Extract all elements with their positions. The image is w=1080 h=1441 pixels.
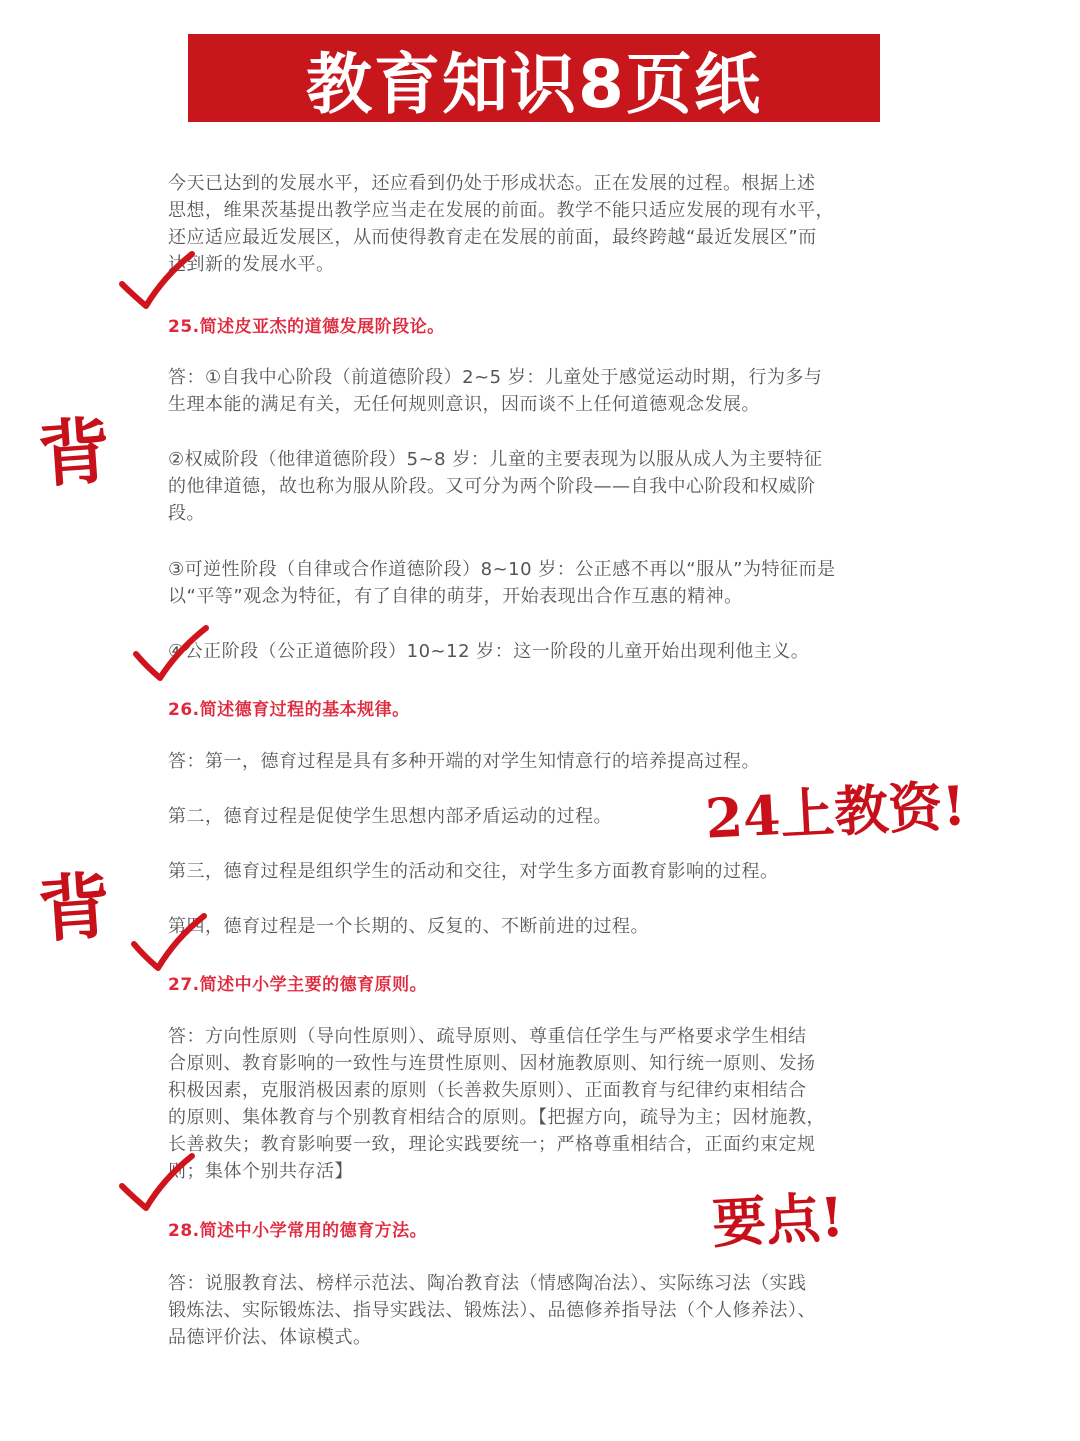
checkmark-icon xyxy=(130,624,210,686)
question-28-heading: 28.简述中小学常用的德育方法。 xyxy=(168,1221,428,1241)
q26-law-2: 第二，德育过程是促使学生思想内部矛盾运动的过程。 xyxy=(168,806,612,827)
text-line: 达到新的发展水平。 xyxy=(168,254,335,275)
memorize-note-1: 背 xyxy=(35,407,114,498)
text-line: 的原则、集体教育与个别教育相结合的原则。【把握方向，疏导为主；因材施教， xyxy=(168,1107,825,1128)
q26-law-4: 第四，德育过程是一个长期的、反复的、不断前进的过程。 xyxy=(168,916,649,937)
key-point-note: 要点! xyxy=(710,1184,846,1256)
question-27-heading: 27.简述中小学主要的德育原则。 xyxy=(168,975,428,995)
page-title: 教育知识8页纸 xyxy=(306,45,762,123)
checkmark-icon xyxy=(116,250,196,312)
q25-answer-stage-3 xyxy=(168,556,908,610)
text-line: 还应适应最近发展区，从而使得教育走在发展的前面，最终跨越“最近发展区”而 xyxy=(168,227,817,248)
question-25-heading: 25.简述皮亚杰的道德发展阶段论。 xyxy=(168,317,445,337)
text-line: 答：说服教育法、榜样示范法、陶冶教育法（情感陶冶法）、实际练习法（实践 xyxy=(168,1273,807,1294)
text-line: 则；集体个别共存活】 xyxy=(168,1161,353,1182)
text-line: ②权威阶段（他律道德阶段）5~8 岁：儿童的主要表现为以服从成人为主要特征 xyxy=(168,449,823,470)
memorize-note-2: 背 xyxy=(35,862,114,953)
checkmark-icon xyxy=(128,912,208,974)
q25-answer-stage-1 xyxy=(168,364,908,418)
text-line: 合原则、教育影响的一致性与连贯性原则、因材施教原则、知行统一原则、发扬 xyxy=(168,1053,816,1074)
q25-answer-stage-2 xyxy=(168,446,908,527)
text-line: 锻炼法、实际锻炼法、指导实践法、锻炼法）、品德修养指导法（个人修养法）、 xyxy=(168,1300,816,1321)
text-line: 长善救失；教育影响要一致，理论实践要统一；严格尊重相结合，正面约束定规 xyxy=(168,1134,816,1155)
exam-note: 24上教资! xyxy=(703,773,968,851)
text-line: 思想，维果茨基提出教学应当走在发展的前面。教学不能只适应发展的现有水平， xyxy=(168,200,834,221)
text-line: 答：①自我中心阶段（前道德阶段）2~5 岁：儿童处于感觉运动时期，行为多与 xyxy=(168,367,823,388)
text-line: 生理本能的满足有关，无任何规则意识，因而谈不上任何道德观念发展。 xyxy=(168,394,760,415)
q26-law-3: 第三，德育过程是组织学生的活动和交往，对学生多方面教育影响的过程。 xyxy=(168,861,779,882)
text-line: 段。 xyxy=(168,503,205,524)
text-line: 答：方向性原则（导向性原则）、疏导原则、尊重信任学生与严格要求学生相结 xyxy=(168,1026,807,1047)
q28-answer xyxy=(168,1270,908,1351)
q25-answer-stage-4: ④公正阶段（公正道德阶段）10~12 岁：这一阶段的儿童开始出现利他主义。 xyxy=(168,641,810,662)
text-line: 品德评价法、体谅模式。 xyxy=(168,1327,372,1348)
text-line: ③可逆性阶段（自律或合作道德阶段）8~10 岁：公正感不再以“服从”为特征而是 xyxy=(168,559,836,580)
checkmark-icon xyxy=(116,1152,196,1214)
text-line: 以“平等”观念为特征，有了自律的萌芽，开始表现出合作互惠的精神。 xyxy=(168,586,743,607)
text-line: 积极因素，克服消极因素的原则（长善救失原则）、正面教育与纪律约束相结合 xyxy=(168,1080,807,1101)
q26-law-1: 答：第一，德育过程是具有多种开端的对学生知情意行的培养提高过程。 xyxy=(168,751,760,772)
title-banner xyxy=(188,34,880,122)
text-line: 今天已达到的发展水平，还应看到仍处于形成状态。正在发展的过程。根据上述 xyxy=(168,173,816,194)
intro-paragraph xyxy=(168,170,908,278)
q27-answer xyxy=(168,1023,908,1185)
question-26-heading: 26.简述德育过程的基本规律。 xyxy=(168,700,410,720)
text-line: 的他律道德，故也称为服从阶段。又可分为两个阶段——自我中心阶段和权威阶 xyxy=(168,476,816,497)
